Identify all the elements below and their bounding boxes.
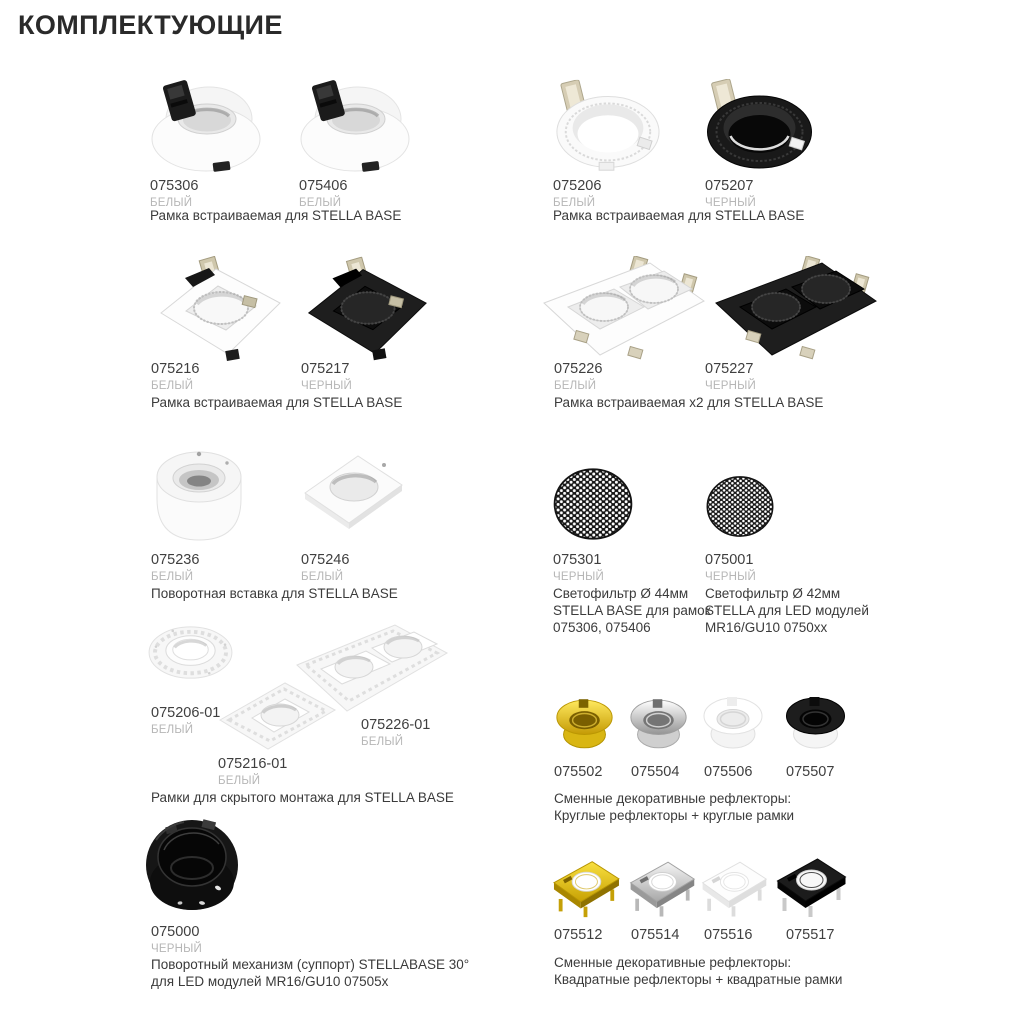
- product-image-075502: [554, 695, 615, 753]
- product-label: [786, 764, 834, 780]
- group-description: Поворотная вставка для STELLA BASE: [151, 586, 398, 601]
- group-description: Рамка встраиваемая для STELLA BASE: [150, 208, 402, 223]
- product-image-075217: [295, 256, 435, 362]
- product-label: [554, 764, 602, 780]
- product-label: [554, 361, 602, 392]
- article-code: 075227: [705, 361, 754, 377]
- article-code: 075206-01: [151, 705, 221, 721]
- color-label: БЕЛЫЙ: [151, 380, 194, 392]
- product-label: [301, 552, 349, 583]
- article-code: 075301: [553, 552, 602, 568]
- article-code: 075216-01: [218, 756, 288, 772]
- article-code: 075236: [151, 552, 200, 568]
- article-code: 075506: [704, 764, 753, 780]
- group-description: Сменные декоративные рефлекторы: Квадратные рефлекторы + квадратные рамки: [554, 955, 843, 987]
- product-image-075226-01: [293, 621, 451, 713]
- article-code: 075507: [786, 764, 835, 780]
- product-image-075227: [709, 256, 883, 362]
- product-image-075206: [552, 79, 662, 174]
- product-label: [705, 361, 756, 392]
- product-label: [218, 756, 287, 787]
- product-image-075000: [144, 816, 241, 917]
- color-label: БЕЛЫЙ: [361, 736, 404, 748]
- color-label: БЕЛЫЙ: [554, 380, 597, 392]
- group-description: Сменные декоративные рефлекторы: Круглые рефлекторы + круглые рамки: [554, 791, 795, 823]
- article-code: 075306: [150, 178, 199, 194]
- product-label: [299, 178, 347, 209]
- product-image-075246: [297, 446, 410, 541]
- product-label: [150, 178, 198, 209]
- product-label: [151, 705, 220, 736]
- product-label: [151, 552, 199, 583]
- product-label: [705, 178, 756, 209]
- color-label: ЧЕРНЫЙ: [301, 380, 352, 392]
- product-image-075506: [701, 693, 765, 753]
- page-title: КОМПЛЕКТУЮЩИЕ: [18, 10, 283, 40]
- article-code: 075000: [151, 924, 200, 940]
- product-image-075507: [783, 693, 848, 753]
- article-code: 075226: [554, 361, 603, 377]
- article-code: 075517: [786, 927, 835, 943]
- product-label: [301, 361, 352, 392]
- article-code: 075226-01: [361, 717, 431, 733]
- color-label: БЕЛЫЙ: [151, 724, 194, 736]
- product-label: [151, 924, 202, 955]
- product-description: Светофильтр Ø 42мм STELLA для LED модулей MR16/GU10 0750xx: [705, 586, 869, 635]
- article-code: 075502: [554, 764, 603, 780]
- product-image-075207: [701, 79, 816, 174]
- color-label: ЧЕРНЫЙ: [705, 197, 756, 209]
- product-image-075504: [628, 695, 689, 753]
- article-code: 075207: [705, 178, 754, 194]
- product-label: [553, 552, 604, 583]
- article-code: 075516: [704, 927, 753, 943]
- group-description: Рамка встраиваемая для STELLA BASE: [553, 208, 805, 223]
- product-label: [704, 927, 752, 943]
- article-code: 075514: [631, 927, 680, 943]
- color-label: БЕЛЫЙ: [218, 775, 261, 787]
- product-description: Светофильтр Ø 44мм STELLA BASE для рамок 075306, 075406: [553, 586, 711, 635]
- product-image-075226: [537, 256, 711, 362]
- article-code: 075504: [631, 764, 680, 780]
- product-image-075514: [625, 855, 698, 920]
- article-code: 075001: [705, 552, 754, 568]
- product-label: [554, 927, 602, 943]
- product-label: [631, 764, 679, 780]
- color-label: БЕЛЫЙ: [553, 197, 596, 209]
- product-image-075001: [705, 475, 775, 538]
- product-label: [786, 927, 834, 943]
- article-code: 075246: [301, 552, 350, 568]
- product-label: [151, 361, 199, 392]
- color-label: БЕЛЫЙ: [301, 571, 344, 583]
- color-label: БЕЛЫЙ: [299, 197, 342, 209]
- product-label: [705, 552, 756, 583]
- color-label: ЧЕРНЫЙ: [705, 571, 756, 583]
- group-description: Рамка встраиваемая x2 для STELLA BASE: [554, 395, 824, 410]
- color-label: БЕЛЫЙ: [150, 197, 193, 209]
- color-label: ЧЕРНЫЙ: [705, 380, 756, 392]
- article-code: 075406: [299, 178, 348, 194]
- product-image-075236: [150, 443, 248, 546]
- color-label: ЧЕРНЫЙ: [151, 943, 202, 955]
- product-image-075516: [697, 855, 770, 920]
- product-label: [704, 764, 752, 780]
- product-label: [631, 927, 679, 943]
- product-image-075216: [147, 256, 289, 362]
- product-label: [553, 178, 601, 209]
- product-image-075306: [150, 75, 262, 173]
- product-image-075301: [553, 467, 633, 541]
- group-description: Рамка встраиваемая для STELLA BASE: [151, 395, 403, 410]
- article-code: 075206: [553, 178, 602, 194]
- color-label: БЕЛЫЙ: [151, 571, 194, 583]
- product-label: [361, 717, 430, 748]
- color-label: ЧЕРНЫЙ: [553, 571, 604, 583]
- group-description: Рамки для скрытого монтажа для STELLA BASE: [151, 790, 454, 805]
- product-image-075406: [298, 75, 412, 173]
- product-image-075512: [548, 855, 623, 920]
- group-description: Поворотный механизм (суппорт) STELLABASE 30° для LED модулей MR16/GU10 07505x: [151, 957, 470, 989]
- article-code: 075217: [301, 361, 350, 377]
- article-code: 075512: [554, 927, 603, 943]
- article-code: 075216: [151, 361, 200, 377]
- product-image-075517: [771, 852, 850, 920]
